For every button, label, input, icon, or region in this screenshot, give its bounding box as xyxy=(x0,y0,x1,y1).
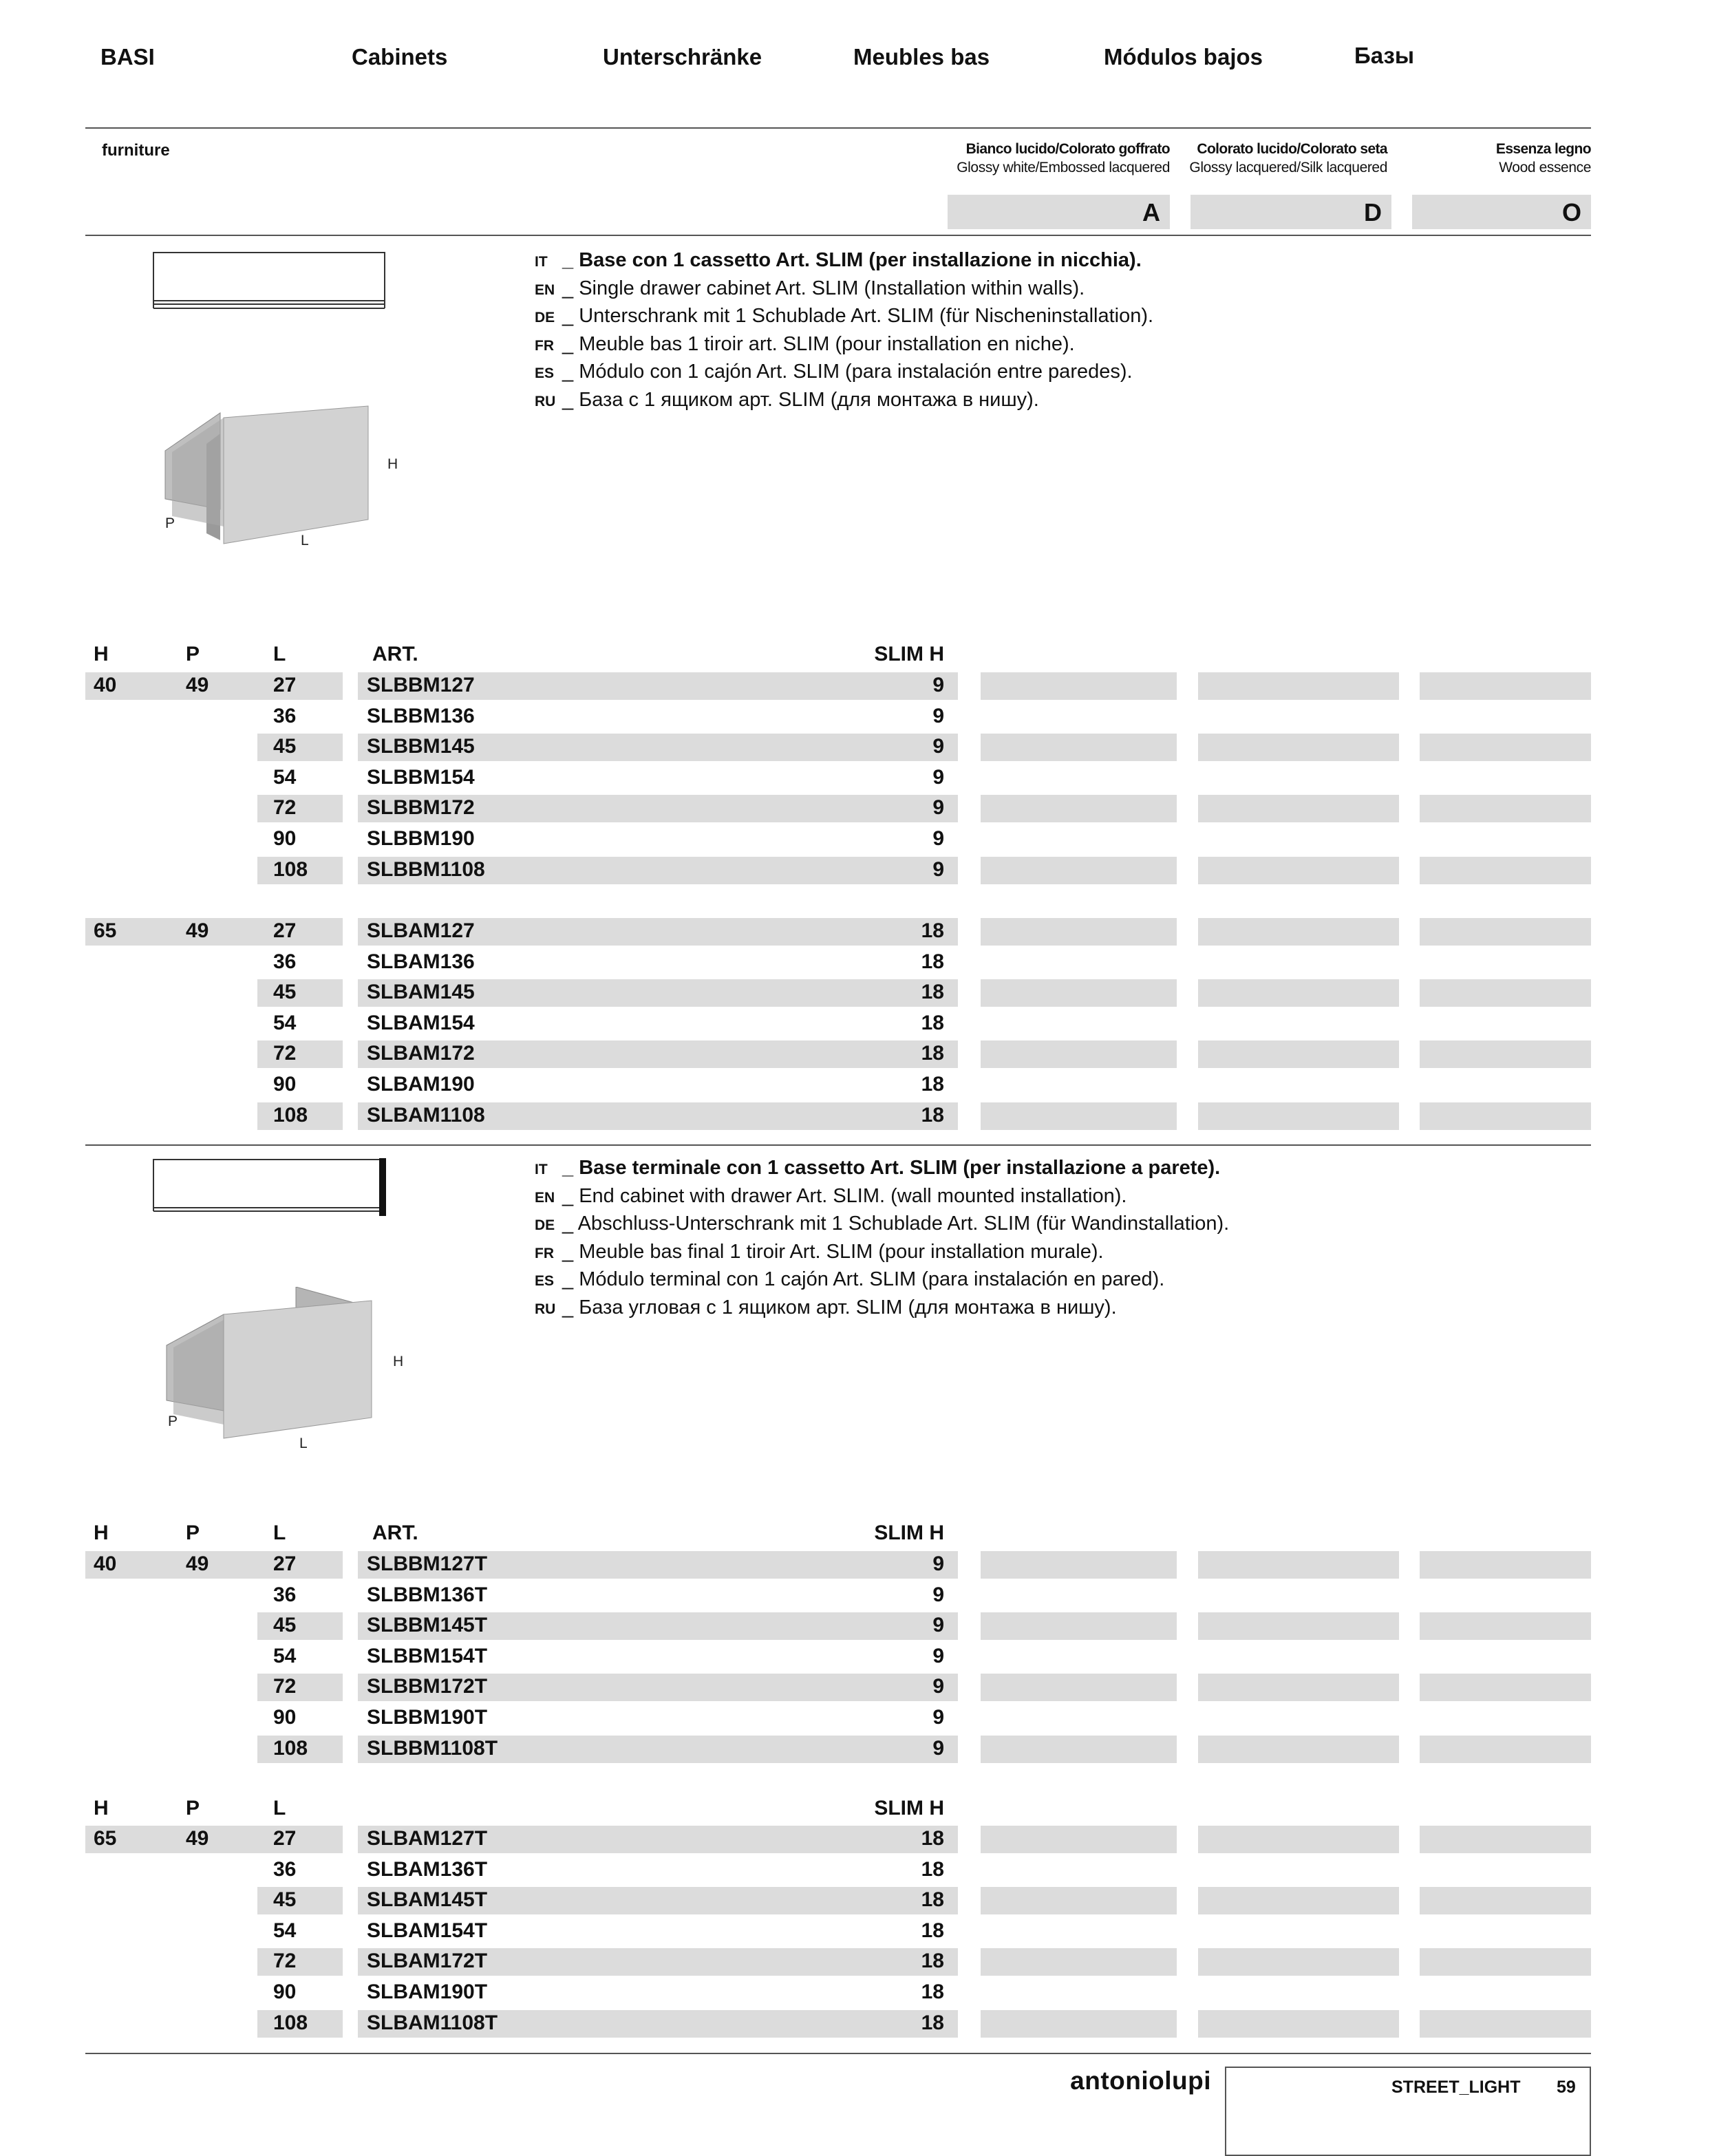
cell-p: 49 xyxy=(186,1827,209,1850)
cell-slim: 9 xyxy=(932,765,944,789)
col-header-h: H xyxy=(94,643,109,665)
col-header-l: L xyxy=(273,643,286,665)
cabinet-3d-drawing xyxy=(158,403,378,547)
finish-code-d-letter: D xyxy=(1364,198,1382,226)
lang-code: FR xyxy=(535,1245,554,1261)
row-stripe xyxy=(1420,1736,1591,1763)
cell-l: 72 xyxy=(273,1950,297,1973)
lang-code: EN xyxy=(535,1189,555,1206)
row-stripe xyxy=(1420,1826,1591,1853)
description-text: End cabinet with drawer Art. SLIM. (wall mounted installation). xyxy=(579,1184,1127,1207)
cell-slim: 18 xyxy=(921,950,944,973)
row-stripe xyxy=(981,1040,1177,1068)
cell-slim: 9 xyxy=(932,857,944,881)
collection-name: STREET_LIGHT xyxy=(1391,2078,1521,2097)
row-stripe xyxy=(1198,1887,1399,1914)
cell-art: SLBAM136T xyxy=(367,1857,488,1881)
cell-l: 90 xyxy=(273,827,297,850)
cell-l: 72 xyxy=(273,796,297,820)
cell-l: 27 xyxy=(273,1827,297,1850)
cell-slim: 9 xyxy=(932,1552,944,1575)
row-stripe xyxy=(1420,1674,1591,1701)
row-stripe xyxy=(981,1612,1177,1640)
cell-art: SLBAM127T xyxy=(367,1827,488,1850)
row-stripe xyxy=(1198,1612,1399,1640)
row-stripe xyxy=(1420,1612,1591,1640)
cell-slim: 9 xyxy=(932,735,944,758)
cell-l: 54 xyxy=(273,1919,297,1942)
section-rule-2 xyxy=(85,1144,1591,1146)
dim-label-l: L xyxy=(301,533,309,548)
description-text: Unterschrank mit 1 Schublade Art. SLIM (für Nischeninstallation). xyxy=(579,305,1154,327)
row-stripe xyxy=(1198,672,1399,700)
row-stripe xyxy=(1420,918,1591,946)
dim-label-h: H xyxy=(393,1354,404,1369)
row-stripe xyxy=(1198,1674,1399,1701)
cell-l: 72 xyxy=(273,1675,297,1698)
cell-slim: 18 xyxy=(921,1042,944,1065)
dim-label-p: P xyxy=(168,1413,178,1429)
lang-code: EN xyxy=(535,281,555,298)
finish-o-title: Essenza legno xyxy=(1495,141,1591,157)
header-title-de: Unterschränke xyxy=(603,44,762,70)
finish-a-subtitle: Glossy white/Embossed lacquered xyxy=(957,160,1170,175)
cell-art: SLBAM172 xyxy=(367,1042,475,1065)
row-stripe xyxy=(1420,1040,1591,1068)
dim-label-h: H xyxy=(387,456,398,472)
finish-code-a-letter: A xyxy=(1142,198,1160,226)
cell-l: 54 xyxy=(273,1644,297,1667)
plan-view-drawing xyxy=(150,249,388,312)
cell-h: 40 xyxy=(94,1552,117,1575)
cell-slim: 9 xyxy=(932,1644,944,1667)
col-header-slim: SLIM H xyxy=(874,1797,944,1819)
row-stripe xyxy=(257,1674,343,1701)
row-stripe xyxy=(1198,1826,1399,1853)
cell-slim: 18 xyxy=(921,1981,944,2003)
cell-art: SLBBM154T xyxy=(367,1644,488,1667)
row-stripe xyxy=(981,1102,1177,1130)
row-stripe xyxy=(257,918,343,946)
cell-l: 45 xyxy=(273,1614,297,1637)
row-stripe xyxy=(981,1551,1177,1579)
cell-h: 40 xyxy=(94,674,117,696)
cell-l: 36 xyxy=(273,1583,297,1606)
row-stripe xyxy=(981,795,1177,822)
col-header-p: P xyxy=(186,643,200,665)
cell-l: 108 xyxy=(273,1736,308,1760)
end-cabinet-3d-drawing xyxy=(158,1287,378,1442)
header-title-fr: Meubles bas xyxy=(853,44,990,70)
row-stripe xyxy=(257,979,343,1007)
row-stripe xyxy=(981,672,1177,700)
cell-art: SLBBM190T xyxy=(367,1706,488,1729)
cell-slim: 9 xyxy=(932,1614,944,1637)
row-stripe xyxy=(257,1948,343,1976)
cell-l: 27 xyxy=(273,674,297,696)
cell-art: SLBBM127 xyxy=(367,674,475,696)
cell-slim: 9 xyxy=(932,674,944,696)
row-stripe xyxy=(1420,734,1591,761)
row-stripe xyxy=(981,734,1177,761)
cell-art: SLBAM136 xyxy=(367,950,475,973)
row-stripe xyxy=(1198,1948,1399,1976)
cell-slim: 9 xyxy=(932,1706,944,1729)
lang-code: IT xyxy=(535,1162,548,1177)
cell-l: 54 xyxy=(273,1011,297,1034)
cell-art: SLBBM145T xyxy=(367,1614,488,1637)
cell-art: SLBBM136 xyxy=(367,704,475,727)
cell-slim: 18 xyxy=(921,1827,944,1850)
description-text: Base terminale con 1 cassetto Art. SLIM (per installazione a parete). xyxy=(579,1157,1221,1179)
row-stripe xyxy=(257,1551,343,1579)
row-stripe xyxy=(257,1887,343,1914)
row-stripe xyxy=(1198,1736,1399,1763)
cell-art: SLBBM172T xyxy=(367,1675,488,1698)
section-rule-1 xyxy=(85,235,1591,236)
finish-a-title: Bianco lucido/Colorato goffrato xyxy=(965,141,1170,157)
description-text: Meuble bas 1 tiroir art. SLIM (pour installation en niche). xyxy=(579,332,1075,355)
cell-art: SLBAM154 xyxy=(367,1011,475,1034)
row-stripe xyxy=(1198,795,1399,822)
lang-code: DE xyxy=(535,310,555,325)
finish-code-a xyxy=(948,195,1170,229)
row-stripe xyxy=(981,1948,1177,1976)
description-text: Módulo terminal con 1 cajón Art. SLIM (para instalación en pared). xyxy=(579,1268,1165,1290)
cell-p: 49 xyxy=(186,674,209,696)
cell-l: 90 xyxy=(273,1981,297,2003)
cell-l: 45 xyxy=(273,1888,297,1912)
cell-art: SLBAM145 xyxy=(367,981,475,1004)
cell-art: SLBAM172T xyxy=(367,1950,488,1973)
lang-code: DE xyxy=(535,1217,555,1233)
cell-art: SLBAM190 xyxy=(367,1073,475,1096)
row-stripe xyxy=(981,1887,1177,1914)
row-stripe xyxy=(981,1674,1177,1701)
cell-art: SLBAM190T xyxy=(367,1981,488,2003)
row-stripe xyxy=(981,1736,1177,1763)
cell-slim: 18 xyxy=(921,2011,944,2034)
footer-box xyxy=(1225,2067,1591,2156)
finish-code-o xyxy=(1412,195,1591,229)
col-header-p: P xyxy=(186,1797,200,1819)
row-stripe xyxy=(257,1040,343,1068)
finish-d-heading xyxy=(1129,141,1387,176)
cell-art: SLBAM127 xyxy=(367,919,475,942)
row-stripe xyxy=(257,1826,343,1853)
cell-art: SLBAM1108T xyxy=(367,2011,498,2034)
header-title-en: Cabinets xyxy=(352,44,448,70)
finish-code-o-letter: O xyxy=(1561,198,1581,226)
row-stripe xyxy=(1420,1948,1591,1976)
product-1-description: IT _ Base con 1 cassetto Art. SLIM (per installazione in nicchia). EN _ Single drawer cabinet Art. SLIM (Installation within walls). DE _ Unterschrank mit 1 Schublade Art. SLIM (für Nischeninstallation). FR _ Meuble bas 1 tiroir art. SLIM (pour installation en niche). ES _ Módulo con 1 cajón Art. SLIM (para instalación entre paredes). RU _ База с 1 ящиком арт. SLIM (для монтажа в нишу). xyxy=(535,246,1153,414)
cell-slim: 18 xyxy=(921,981,944,1004)
row-stripe xyxy=(1198,1102,1399,1130)
cell-art: SLBBM136T xyxy=(367,1583,488,1606)
cell-l: 54 xyxy=(273,765,297,789)
row-stripe xyxy=(981,918,1177,946)
cell-l: 90 xyxy=(273,1706,297,1729)
row-stripe xyxy=(257,1612,343,1640)
cell-art: SLBAM1108 xyxy=(367,1103,485,1127)
page-number: 59 xyxy=(1557,2078,1576,2097)
row-stripe xyxy=(1420,1102,1591,1130)
cell-slim: 18 xyxy=(921,1073,944,1096)
col-header-slim: SLIM H xyxy=(874,1522,944,1544)
finish-o-heading xyxy=(1376,141,1591,176)
row-stripe xyxy=(1420,1887,1591,1914)
description-text: Abschluss-Unterschrank mit 1 Schublade Art. SLIM (für Wandinstallation). xyxy=(577,1213,1230,1235)
row-stripe xyxy=(1420,1551,1591,1579)
header-rule xyxy=(85,127,1591,129)
row-stripe xyxy=(1420,2010,1591,2038)
cell-art: SLBBM190 xyxy=(367,827,475,850)
finish-d-subtitle: Glossy lacquered/Silk lacquered xyxy=(1189,160,1387,175)
header-title-it: BASI xyxy=(100,44,155,70)
cell-art: SLBBM1108T xyxy=(367,1736,498,1760)
cell-l: 36 xyxy=(273,950,297,973)
cell-art: SLBBM145 xyxy=(367,735,475,758)
cell-slim: 18 xyxy=(921,1888,944,1912)
row-stripe xyxy=(981,2010,1177,2038)
brand-logo: antoniolupi xyxy=(1070,2067,1211,2095)
col-header-slim: SLIM H xyxy=(874,643,944,665)
cell-slim: 18 xyxy=(921,1919,944,1942)
row-stripe xyxy=(257,734,343,761)
cell-slim: 9 xyxy=(932,704,944,727)
description-text: Single drawer cabinet Art. SLIM (Installation within walls). xyxy=(579,277,1085,299)
section-label: furniture xyxy=(102,141,170,160)
cell-art: SLBBM172 xyxy=(367,796,475,820)
cell-p: 49 xyxy=(186,1552,209,1575)
cell-l: 27 xyxy=(273,1552,297,1575)
cell-art: SLBBM154 xyxy=(367,765,475,789)
row-stripe xyxy=(257,795,343,822)
header-title-es: Módulos bajos xyxy=(1104,44,1263,70)
cell-l: 90 xyxy=(273,1073,297,1096)
cell-l: 45 xyxy=(273,735,297,758)
cell-l: 108 xyxy=(273,857,308,881)
cell-slim: 9 xyxy=(932,1736,944,1760)
cell-slim: 9 xyxy=(932,827,944,850)
row-stripe xyxy=(1198,979,1399,1007)
cell-slim: 18 xyxy=(921,1011,944,1034)
col-header-art: ART. xyxy=(372,1522,418,1544)
description-text: Meuble bas final 1 tiroir Art. SLIM (pour installation murale). xyxy=(579,1240,1104,1263)
cell-art: SLBBM1108 xyxy=(367,857,485,881)
cell-slim: 9 xyxy=(932,796,944,820)
cell-slim: 18 xyxy=(921,1103,944,1127)
row-stripe xyxy=(1420,672,1591,700)
finish-code-d xyxy=(1191,195,1391,229)
col-header-art: ART. xyxy=(372,643,418,665)
row-stripe xyxy=(981,1826,1177,1853)
product-2-description: IT _ Base terminale con 1 cassetto Art. SLIM (per installazione a parete). EN _ End cabinet with drawer Art. SLIM. (wall mounted installation). DE _ Abschluss-Unterschrank mit 1 Schublade Art. SLIM (für Wandinstallation). FR _ Meuble bas final 1 tiroir Art. SLIM (pour installation murale). ES _ Módulo terminal con 1 cajón Art. SLIM (para instalación en pared). RU _ База угловая с 1 ящиком арт. SLIM (для монтажа в нишу). xyxy=(535,1154,1229,1321)
finish-o-subtitle: Wood essence xyxy=(1499,160,1591,175)
cell-art: SLBAM154T xyxy=(367,1919,488,1942)
col-header-l: L xyxy=(273,1797,286,1819)
cell-art: SLBBM127T xyxy=(367,1552,488,1575)
footer-rule xyxy=(85,2053,1591,2054)
row-stripe xyxy=(1420,795,1591,822)
dim-label-p: P xyxy=(165,515,175,531)
description-text: База угловая с 1 ящиком арт. SLIM (для монтажа в нишу). xyxy=(579,1296,1117,1319)
lang-code: IT xyxy=(535,254,548,270)
row-stripe xyxy=(1198,734,1399,761)
cell-l: 108 xyxy=(273,2011,308,2034)
description-text: Base con 1 cassetto Art. SLIM (per installazione in nicchia). xyxy=(579,249,1142,271)
row-stripe xyxy=(1198,918,1399,946)
cell-p: 49 xyxy=(186,919,209,942)
cell-slim: 18 xyxy=(921,1857,944,1881)
cell-art: SLBAM145T xyxy=(367,1888,488,1912)
cell-l: 36 xyxy=(273,704,297,727)
cell-l: 36 xyxy=(273,1857,297,1881)
dim-label-l: L xyxy=(299,1435,308,1451)
row-stripe xyxy=(1198,857,1399,884)
row-stripe xyxy=(1198,2010,1399,2038)
row-stripe xyxy=(1198,1551,1399,1579)
cell-h: 65 xyxy=(94,919,117,942)
col-header-p: P xyxy=(186,1522,200,1544)
cell-l: 72 xyxy=(273,1042,297,1065)
lang-code: RU xyxy=(535,1301,556,1317)
row-stripe xyxy=(981,979,1177,1007)
lang-code: ES xyxy=(535,1273,555,1289)
col-header-h: H xyxy=(94,1522,109,1544)
row-stripe xyxy=(1420,857,1591,884)
lang-code: ES xyxy=(535,365,555,381)
cell-slim: 18 xyxy=(921,919,944,942)
col-header-l: L xyxy=(273,1522,286,1544)
plan-view-drawing-end xyxy=(150,1156,388,1219)
cell-l: 45 xyxy=(273,981,297,1004)
cell-l: 108 xyxy=(273,1103,308,1127)
row-stripe xyxy=(981,857,1177,884)
cell-slim: 18 xyxy=(921,1950,944,1973)
finish-d-title: Colorato lucido/Colorato seta xyxy=(1197,141,1387,157)
cell-l: 27 xyxy=(273,919,297,942)
row-stripe xyxy=(257,672,343,700)
header-title-ru: Базы xyxy=(1354,43,1415,68)
description-text: Módulo con 1 cajón Art. SLIM (para instalación entre paredes). xyxy=(579,361,1133,383)
row-stripe xyxy=(1420,979,1591,1007)
cell-slim: 9 xyxy=(932,1675,944,1698)
description-text: База с 1 ящиком арт. SLIM (для монтажа в нишу). xyxy=(579,388,1039,411)
cell-h: 65 xyxy=(94,1827,117,1850)
col-header-h: H xyxy=(94,1797,109,1819)
row-stripe xyxy=(1198,1040,1399,1068)
lang-code: RU xyxy=(535,393,556,409)
cell-slim: 9 xyxy=(932,1583,944,1606)
lang-code: FR xyxy=(535,337,554,354)
